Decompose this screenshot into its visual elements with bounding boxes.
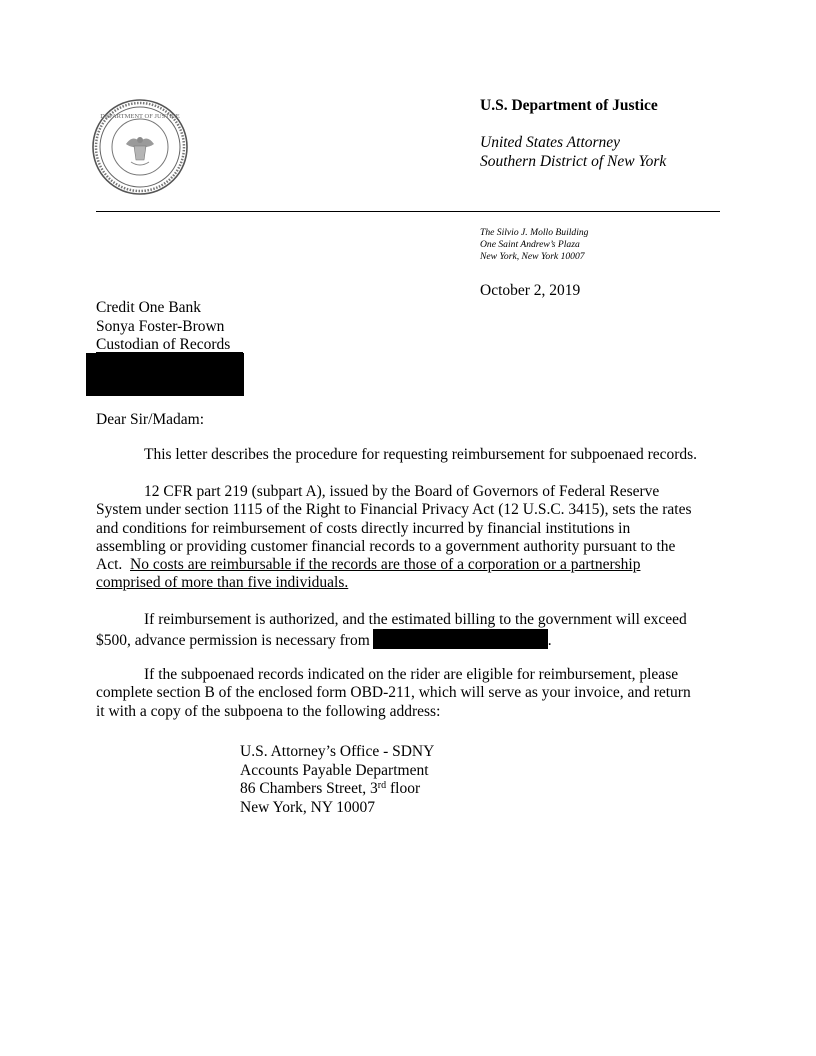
paragraph-2 [96, 483, 692, 593]
p4-line-2: complete section B of the enclosed form OBD-211, which will serve as your invoice, and return [96, 684, 691, 702]
p3-line-2b: . [547, 632, 552, 650]
agency-name: U.S. Department of Justice [480, 97, 658, 114]
p2-line-3: and conditions for reimbursement of costs directly incurred by financial institutions in [96, 519, 631, 537]
address-line-3: New York, New York 10007 [480, 251, 585, 262]
p4-line-3: it with a copy of the subpoena to the following address: [96, 702, 441, 720]
mail-line-2: Accounts Payable Department [240, 761, 429, 779]
p4-line-1: If the subpoenaed records indicated on the rider are eligible for reimbursement, please [144, 666, 679, 683]
paragraph-1 [96, 446, 697, 464]
p2-line-4: assembling or providing customer financial records to a government authority pursuant to the [96, 537, 676, 555]
paragraph-4 [96, 666, 691, 721]
letterhead-divider [96, 211, 720, 212]
p2-line-1: 12 CFR part 219 (subpart A), issued by the Board of Governors of Federal Reserve [144, 483, 660, 500]
p2-line-6-underlined: comprised of more than five individuals. [96, 574, 349, 592]
address-line-2: One Saint Andrew’s Plaza [480, 239, 580, 250]
office-name [480, 133, 666, 171]
mailing-address [240, 743, 434, 818]
mail-line-4: New York, NY 10007 [240, 799, 376, 817]
office-address [480, 227, 588, 263]
recipient-line-1: Credit One Bank [96, 299, 202, 316]
mail-line-3 [240, 780, 434, 799]
recipient-block [96, 299, 230, 355]
mail-line-3-ordinal: rd [377, 780, 387, 792]
doj-seal [91, 98, 189, 196]
doj-seal-icon [91, 98, 189, 196]
p3-line-2a: $500, advance permission is necessary from [96, 632, 370, 650]
seal-lettering: DEPARTMENT OF JUSTICE [100, 113, 180, 120]
mail-line-3-street: 86 Chambers Street, 3 [240, 780, 378, 798]
mail-line-3-floor: floor [386, 780, 421, 798]
recipient-line-3: Custodian of Records [96, 336, 231, 354]
inline-redaction-box [373, 629, 548, 649]
address-line-1: The Silvio J. Mollo Building [480, 227, 589, 238]
recipient-line-2: Sonya Foster-Brown [96, 317, 225, 335]
p2-line-5-underlined: No costs are reimbursable if the records are those of a corporation or a partnership [130, 556, 641, 574]
office-line-2: Southern District of New York [480, 153, 667, 170]
mail-line-1: U.S. Attorney’s Office - SDNY [240, 743, 435, 760]
office-line-1: United States Attorney [480, 134, 621, 151]
p2-line-5a: Act. [96, 556, 131, 574]
p1-text: This letter describes the procedure for requesting reimbursement for subpoenaed records. [144, 446, 698, 463]
paragraph-3 [96, 611, 687, 651]
salutation: Dear Sir/Madam: [96, 411, 205, 428]
p3-line-1: If reimbursement is authorized, and the estimated billing to the government will exceed [144, 611, 687, 628]
p2-line-2: System under section 1115 of the Right to Financial Privacy Act (12 U.S.C. 3415), sets the rates [96, 501, 692, 519]
letter-date: October 2, 2019 [480, 282, 581, 299]
redaction-box [86, 353, 244, 396]
